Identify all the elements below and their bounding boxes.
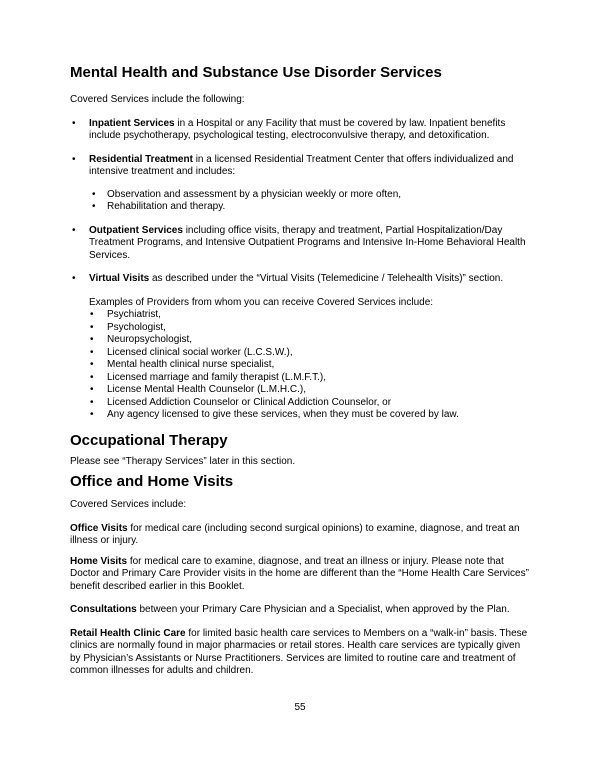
- list-item: [90, 334, 532, 347]
- bullet-icon: •: [90, 384, 94, 395]
- bullet-item-outpatient: [70, 225, 532, 263]
- heading-occupational-therapy: Occupational Therapy: [70, 431, 228, 449]
- bullet-icon: •: [72, 117, 76, 129]
- paragraph-lead: Home Visits: [70, 555, 128, 567]
- list-item-text: Psychologist,: [107, 321, 166, 333]
- paragraph-rest: for medical care (including second surgical opinions) to examine, diagnose, and treat an illness or injury.: [70, 522, 520, 546]
- list-item-text: Licensed Addiction Counselor or Clinical Addiction Counselor, or: [107, 396, 392, 408]
- heading-mental-health: Mental Health and Substance Use Disorder Services: [70, 64, 442, 81]
- list-item: [90, 384, 532, 397]
- list-item: [90, 397, 532, 410]
- list-item-text: Any agency licensed to give these services, when they must be covered by law.: [107, 409, 459, 420]
- bullet-icon: •: [72, 224, 76, 236]
- bullet-lead: Outpatient Services: [89, 224, 183, 236]
- bullet-text: [89, 154, 532, 179]
- bullet-icon: •: [92, 201, 96, 212]
- providers-intro: Examples of Providers from whom you can receive Covered Services include:: [89, 296, 434, 308]
- list-item-text: Observation and assessment by a physician weekly or more often,: [107, 188, 402, 200]
- paragraph-lead: Consultations: [70, 604, 137, 615]
- list-item-text: Psychiatrist,: [107, 309, 161, 320]
- bullet-lead: Virtual Visits: [89, 273, 150, 284]
- paragraph-retail-health-clinic: [70, 628, 532, 678]
- bullet-item-inpatient: [70, 118, 532, 143]
- office-home-intro: Covered Services include:: [70, 499, 187, 510]
- paragraph-consultations: [70, 604, 532, 617]
- bullet-text: [89, 273, 532, 286]
- bullet-rest: in a licensed Residential Treatment Center that offers individualized and intensive treatment and includes:: [89, 153, 514, 177]
- bullet-item-virtual-visits: [70, 273, 532, 286]
- list-item-text: Mental health clinical nurse specialist,: [107, 359, 275, 370]
- residential-sub-list: [92, 189, 532, 214]
- bullet-icon: •: [90, 309, 94, 320]
- bullet-icon: •: [72, 273, 76, 284]
- bullet-icon: •: [92, 188, 96, 200]
- list-item: [90, 347, 532, 360]
- providers-list: [90, 309, 532, 422]
- bullet-icon: •: [90, 334, 94, 345]
- list-item-text: License Mental Health Counselor (L.M.H.C.),: [107, 384, 306, 395]
- occupational-therapy-body: Please see “Therapy Services” later in this section.: [70, 455, 296, 467]
- paragraph-rest: for medical care to examine, diagnose, and treat an illness or injury. Please note that Doctor and Primary Care Provider visits in the home are different than the “Home Health Care Services” benefit described earlier in this Booklet.: [70, 555, 529, 592]
- bullet-icon: •: [90, 346, 94, 358]
- list-item: [90, 322, 532, 335]
- list-item: [90, 309, 532, 322]
- paragraph-rest: for limited basic health care services to Members on a “walk-in” basis. These clinics are normally found in major pharmacies or retail stores. Health care services are typically given by Physician’s Assistants or Nurse Practitioners. Services are limited to routine care and treatment of common illnesses for adults and children.: [70, 627, 528, 676]
- bullet-lead: Residential Treatment: [89, 153, 193, 165]
- page-number: 55: [294, 702, 306, 713]
- list-item: [90, 409, 532, 422]
- paragraph-lead: Office Visits: [70, 522, 128, 534]
- bullet-icon: •: [72, 153, 76, 165]
- bullet-icon: •: [90, 359, 94, 370]
- list-item-text: Rehabilitation and therapy.: [107, 201, 226, 212]
- paragraph-home-visits: [70, 556, 532, 594]
- bullet-rest: as described under the “Virtual Visits (Telemedicine / Telehealth Visits)” section.: [149, 273, 504, 284]
- list-item: [90, 359, 532, 372]
- paragraph-office-visits: [70, 523, 532, 548]
- heading-office-home-visits: Office and Home Visits: [70, 473, 234, 490]
- paragraph-lead: Retail Health Clinic Care: [70, 627, 186, 639]
- bullet-icon: •: [90, 396, 94, 408]
- list-item-text: Licensed marriage and family therapist (L.M.F.T.),: [107, 371, 326, 383]
- bullet-text: [89, 118, 532, 143]
- bullet-lead: Inpatient Services: [89, 117, 175, 129]
- bullet-icon: •: [90, 371, 94, 383]
- list-item: [92, 201, 532, 214]
- paragraph-rest: between your Primary Care Physician and a Specialist, when approved by the Plan.: [136, 604, 510, 615]
- bullet-icon: •: [90, 321, 94, 333]
- list-item-text: Neuropsychologist,: [107, 334, 193, 345]
- list-item: [90, 372, 532, 385]
- intro-paragraph: Covered Services include the following:: [70, 94, 245, 105]
- bullet-item-residential: [70, 154, 532, 179]
- bullet-rest: in a Hospital or any Facility that must be covered by law. Inpatient benefits include psychotherapy, psychological testing, electroconvulsive therapy, and detoxification.: [89, 117, 506, 141]
- bullet-text: [89, 225, 532, 263]
- list-item: [92, 189, 532, 202]
- bullet-rest: including office visits, therapy and treatment, Partial Hospitalization/Day Treatment Programs, and Intensive Outpatient Programs and Intensive In-Home Behavioral Health Services.: [89, 224, 526, 261]
- list-item-text: Licensed clinical social worker (L.C.S.W.),: [107, 346, 293, 358]
- bullet-icon: •: [90, 409, 94, 420]
